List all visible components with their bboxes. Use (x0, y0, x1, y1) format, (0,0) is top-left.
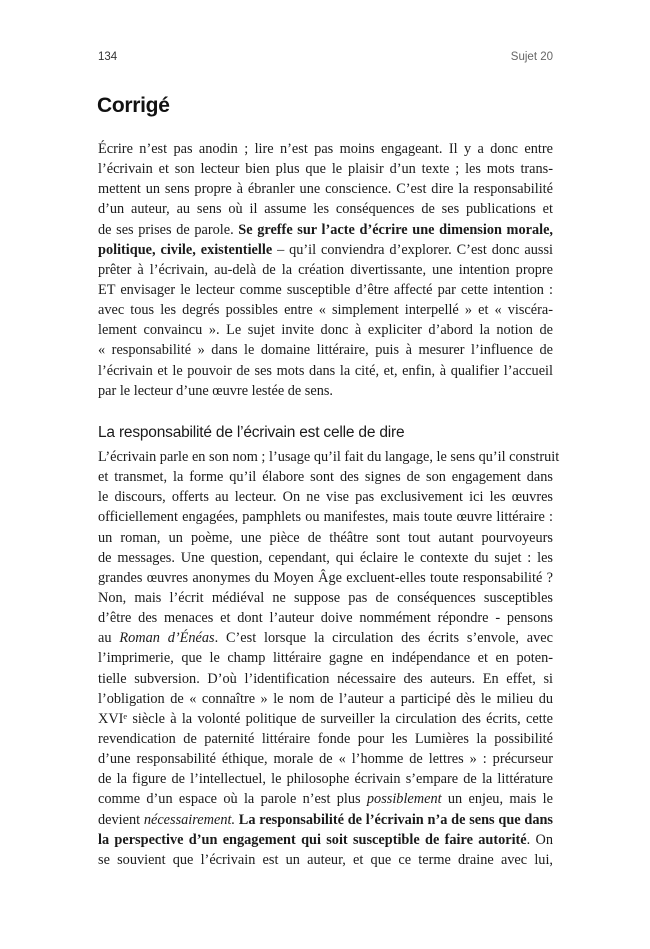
text-line (98, 300, 553, 320)
text-line (98, 588, 553, 608)
text-segment: un enjeu, mais le (441, 791, 553, 808)
italic-text: possiblement (366, 791, 442, 808)
text-segment: d’une responsabilité éthique, morale de « l’homme de lettres » : précurseur (98, 751, 553, 768)
text-line (98, 447, 560, 467)
text-segment: officiellement engagées, pamphlets ou manifestes, mais toute œuvre littéraire : (98, 509, 553, 526)
text-line (98, 240, 553, 260)
text-segment: XVIᵉ siècle à la volonté politique de surveiller la circulation des écrits, cette (98, 710, 553, 727)
text-segment: d’un auteur, au sens où il assume les conséquences de ses publications et (98, 201, 553, 218)
text-line (98, 850, 553, 870)
text-line (98, 179, 553, 199)
text-segment: lement convaincu ». Le sujet invite donc à expliciter d’abord la notion de (98, 322, 553, 339)
text-segment: l’écrivain et son lecteur bien plus que le plaisir d’un texte ; les mots trans- (98, 161, 553, 178)
text-line (98, 487, 553, 507)
page-title: Corrigé (97, 94, 170, 117)
text-line (98, 689, 553, 709)
text-segment: comme d’un espace où la parole n’est plus (98, 791, 367, 808)
text-line (98, 830, 553, 850)
text-segment: tielle subversion. D’où l’identification nécessaire des auteurs. En effet, si (98, 670, 553, 687)
text-segment: Écrire n’est pas anodin ; lire n’est pas moins engageant. Il y a donc entre (98, 141, 553, 157)
running-header (98, 51, 553, 67)
text-line (98, 199, 553, 219)
text-segment: par le lecteur d’une œuvre lestée de sens. (98, 382, 333, 399)
section-label: Sujet 20 (510, 51, 553, 63)
text-line (98, 769, 553, 789)
text-segment: – qu’il conviendra d’explorer. C’est donc aussi (272, 241, 553, 258)
italic-text: Roman d’Énéas (119, 630, 215, 647)
bold-text: la perspective d’un engagement qui soit susceptible de faire autorité (98, 831, 527, 848)
text-segment: se souvient que l’écrivain est un auteur, et que ce terme draine avec lui, (98, 851, 553, 868)
text-line (98, 159, 553, 179)
text-line (98, 548, 553, 568)
intro-paragraph (98, 139, 553, 401)
text-line (98, 749, 553, 769)
text-segment: de messages. Une question, cependant, qui éclaire le contexte du sujet : les (98, 549, 553, 566)
text-line (98, 507, 553, 527)
text-segment: devient (98, 811, 144, 828)
text-line (98, 628, 553, 648)
text-line (98, 789, 553, 809)
text-segment: Non, mais l’écrit médiéval ne suppose pas de conséquences susceptibles (98, 589, 553, 606)
text-segment: de la figure de l’intellectuel, le philosophe écrivain s’empare de la littérature (98, 771, 553, 788)
bold-text: La responsabilité de l’écrivain n’a de sens que dans (238, 811, 554, 828)
bold-text: politique, civile, existentielle (98, 241, 273, 258)
text-line (98, 280, 553, 300)
text-line (98, 340, 553, 360)
text-segment: d’être des menaces et dont l’auteur doive nommément répondre - pensons (98, 610, 553, 627)
text-segment: avec tous les degrés possibles entre « simplement interpellé » et « viscéra- (98, 302, 553, 319)
text-segment: revendication de paternité littéraire fonde pour les Lumières la possibilité (98, 730, 553, 747)
text-line (98, 648, 553, 668)
text-segment: prêter à l’écrivain, au-delà de la création divertissante, une intention propre (98, 261, 553, 278)
text-segment: . C’est lorsque la circulation des écrits s’envole, avec (214, 630, 553, 647)
text-line (98, 810, 553, 830)
text-segment: . On (526, 831, 554, 848)
text-line (98, 361, 553, 381)
text-line (98, 260, 553, 280)
bold-text: Se greffe sur l’acte d’écrire une dimension morale, (238, 221, 553, 238)
text-line (98, 467, 553, 487)
text-segment: l’écrivain et le pouvoir de ses mots dans la cité, et, enfin, à qualifier l’accueil (98, 362, 553, 379)
text-segment: de ses prises de parole. (98, 221, 239, 238)
text-line (98, 381, 553, 401)
text-segment: ET envisager le lecteur comme susceptible d’être affecté par cette intention : (98, 281, 553, 298)
body-paragraph (98, 447, 560, 870)
text-line (98, 669, 553, 689)
text-segment: L’écrivain parle en son nom ; l’usage qu’il fait du langage, le sens qu’il construit (98, 449, 560, 465)
page-number: 134 (98, 51, 118, 63)
text-segment: le discours, offerts au lecteur. On ne vise pas exclusivement ici les œuvres (98, 489, 553, 506)
text-line (98, 729, 553, 749)
text-segment: au (98, 630, 120, 647)
text-segment: l’imprimerie, que le champ littéraire gagne en indépendance et en poten- (98, 650, 553, 667)
text-segment: et transmet, la forme qu’il élabore sont des signes de son engagement dans (98, 469, 553, 486)
text-line (98, 320, 553, 340)
text-segment: l’obligation de « connaître » le nom de l’auteur a participé dès le milieu du (98, 690, 553, 707)
text-segment: « responsabilité » dans le domaine littéraire, puis à mesurer l’influence de (98, 342, 553, 359)
text-line (98, 709, 553, 729)
text-line (98, 608, 553, 628)
text-line (98, 220, 553, 240)
text-line (98, 139, 553, 159)
text-segment: mettent un sens propre à ébranler une conscience. C’est dire la responsabilité (98, 181, 553, 198)
italic-text: nécessairement. (143, 811, 236, 828)
section-heading: La responsabilité de l’écrivain est celle de dire (98, 424, 405, 441)
text-line (98, 568, 553, 588)
text-line (98, 528, 553, 548)
text-segment: grandes œuvres anonymes du Moyen Âge excluent-elles toute responsabilité ? (98, 569, 553, 586)
text-segment: un roman, un poème, une pièce de théâtre sont tout autant pourvoyeurs (98, 529, 553, 546)
